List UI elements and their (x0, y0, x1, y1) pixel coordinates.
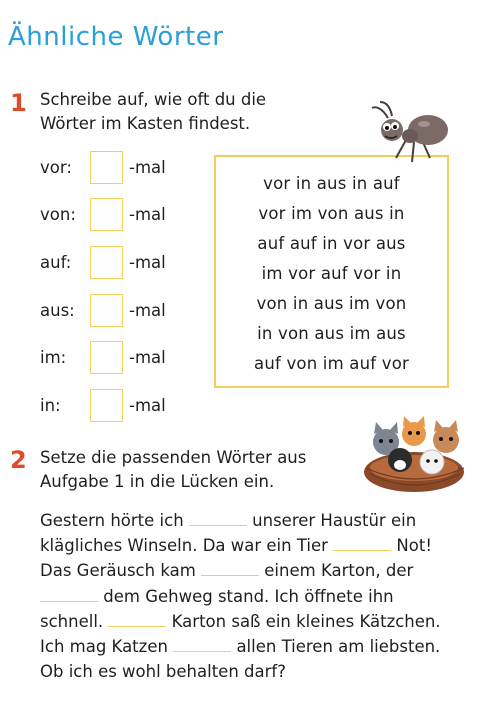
count-row-auf (40, 245, 166, 279)
story-line (40, 558, 441, 583)
story-line (40, 584, 441, 609)
gap-blank[interactable] (173, 637, 231, 652)
count-word: auf: (40, 252, 72, 272)
count-suffix: -mal (129, 347, 166, 367)
story-text-segment: Not! (396, 536, 432, 556)
word-box-line: auf von im auf vor (254, 354, 409, 373)
task-1-instruction-line: Schreibe auf, wie oft du die (40, 90, 267, 109)
gap-blank[interactable] (40, 587, 98, 602)
ant-icon (366, 100, 456, 170)
task-1-instruction-line: Wörter im Kasten findest. (40, 114, 251, 133)
task-2-instruction-line: Setze die passenden Wörter aus (40, 448, 307, 467)
story-text-segment: allen Tieren am liebsten. (236, 637, 441, 657)
word-box-line: vor in aus in auf (263, 174, 400, 193)
task-1-number: 1 (10, 89, 27, 117)
count-row-aus (40, 293, 166, 327)
story-text (40, 508, 441, 684)
gap-blank[interactable] (201, 561, 259, 576)
story-text-segment: dem Gehweg stand. Ich öffnete ihn (103, 586, 394, 606)
count-answer-box[interactable] (90, 151, 123, 184)
task-2-instruction-line: Aufgabe 1 in die Lücken ein. (40, 472, 275, 491)
kittens-in-basket-icon (356, 410, 478, 500)
count-row-von (40, 197, 166, 231)
count-suffix: -mal (129, 395, 166, 415)
count-answer-box[interactable] (90, 246, 123, 279)
page-title: Ähnliche Wörter (8, 22, 224, 52)
word-box-line: in von aus im aus (257, 324, 406, 343)
story-text-segment: Gestern hörte ich (40, 511, 184, 530)
task-1-instruction (40, 88, 266, 136)
count-row-vor (40, 150, 166, 184)
task-2-instruction (40, 446, 306, 494)
story-text-segment: einem Karton, der (264, 561, 414, 581)
story-text-segment: Ich mag Katzen (40, 637, 168, 657)
count-word: in: (40, 395, 61, 415)
word-box-line: vor im von aus in (258, 204, 405, 223)
count-suffix: -mal (129, 157, 166, 177)
count-word: vor: (40, 157, 72, 177)
word-box-line: im vor auf vor in (261, 264, 402, 283)
count-row-in (40, 388, 166, 422)
story-text-segment: Das Geräusch kam (40, 561, 196, 581)
count-suffix: -mal (129, 252, 166, 272)
gap-blank[interactable] (333, 536, 391, 551)
count-word: von: (40, 204, 76, 224)
story-text-segment: schnell. (40, 611, 104, 631)
word-box (214, 155, 449, 388)
story-text-segment: Karton saß ein kleines Kätzchen. (171, 611, 441, 631)
word-box-line: auf auf in vor aus (257, 234, 406, 253)
count-answer-box[interactable] (90, 389, 123, 422)
gap-blank[interactable] (189, 511, 247, 526)
count-answer-box[interactable] (90, 341, 123, 374)
gap-blank[interactable] (108, 612, 166, 627)
story-text-segment: Ob ich es wohl behalten darf? (40, 662, 286, 682)
story-line (40, 659, 441, 684)
story-text-segment: klägliches Winseln. Da war ein Tier (40, 536, 328, 556)
story-line (40, 533, 441, 558)
word-box-line: von in aus im von (256, 294, 407, 313)
count-word: aus: (40, 300, 75, 320)
count-suffix: -mal (129, 204, 166, 224)
story-text-segment: unserer Haustür ein (252, 511, 417, 530)
task-2-number: 2 (10, 446, 27, 474)
count-row-im (40, 340, 166, 374)
count-answer-box[interactable] (90, 198, 123, 231)
count-answer-box[interactable] (90, 294, 123, 327)
story-line (40, 609, 441, 634)
story-line (40, 634, 441, 659)
count-word: im: (40, 347, 67, 367)
story-line (40, 508, 441, 533)
count-suffix: -mal (129, 300, 166, 320)
